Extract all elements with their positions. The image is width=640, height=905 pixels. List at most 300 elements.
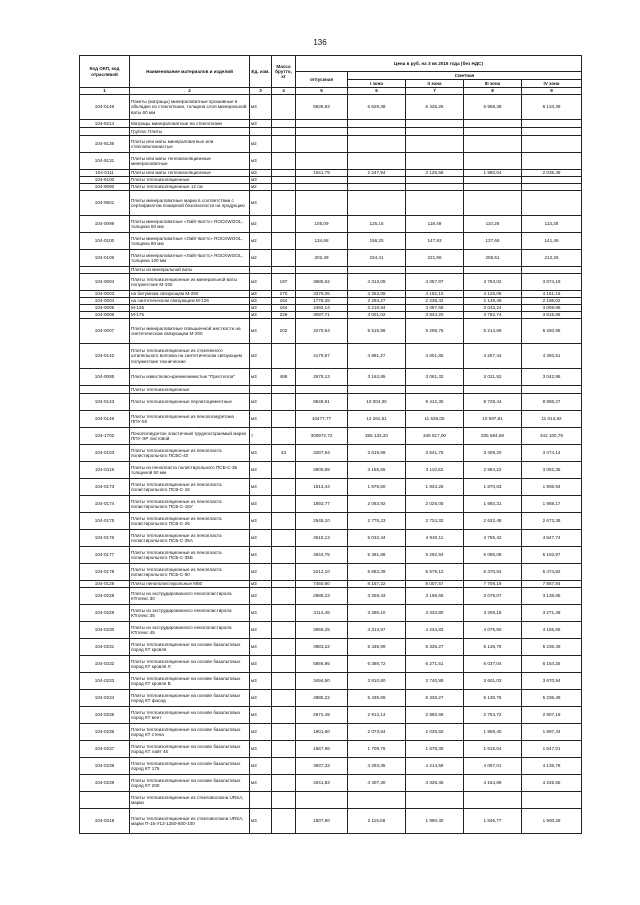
row-zone-3-price: 2 753,72	[464, 707, 522, 724]
row-mass	[272, 177, 296, 184]
row-name: Пенополиуретан эластичный трудносгораемый марки ППУ-ЭР листовой	[130, 428, 250, 445]
header-zone-2: II зона	[406, 80, 464, 88]
row-mass: 202	[272, 319, 296, 344]
row-mass	[272, 792, 296, 809]
row-mass	[272, 622, 296, 639]
row-zone-3-price: 3 763,02	[464, 274, 522, 291]
row-name: Плиты теплоизоляционные из пенопласта полистирольного ПСБ-С-50	[130, 564, 250, 581]
row-release-price: 1892,77	[296, 496, 348, 513]
row-code: 104-0239	[80, 775, 130, 792]
row-zone-3-price: 5 095,05	[464, 547, 522, 564]
row-code: 104-0085	[80, 369, 130, 386]
row-code: 104-0236	[80, 724, 130, 741]
row-zone-4-price: 5 193,97	[522, 547, 582, 564]
row-release-price: 2578,13	[296, 369, 348, 386]
row-unit: м3	[250, 394, 272, 411]
table-row	[80, 462, 582, 479]
row-unit: м2	[250, 233, 272, 250]
row-zone-2-price: 5 579,12	[406, 564, 464, 581]
row-zone-1-price: 355 133,20	[348, 428, 406, 445]
row-unit: м3	[250, 741, 272, 758]
row-mass: 486	[272, 369, 296, 386]
row-release-price: 2672,49	[296, 707, 348, 724]
row-release-price	[296, 153, 348, 170]
table-row	[80, 707, 582, 724]
row-name: Плиты теплоизоляционные из стекловолокна URSA, марки П-15-У12-1250-600-100	[130, 809, 250, 834]
row-release-price	[296, 184, 348, 191]
row-zone-4-price: 4 245,55	[522, 775, 582, 792]
row-zone-3-price: 1 959,40	[464, 724, 522, 741]
table-row	[80, 170, 582, 177]
row-zone-4-price: 1 900,29	[522, 809, 582, 834]
row-mass	[272, 707, 296, 724]
column-number: 7	[406, 88, 464, 95]
row-zone-3-price: 2 622,48	[464, 513, 522, 530]
row-zone-3-price: 4 057,01	[464, 758, 522, 775]
row-zone-4-price: 8 986,27	[522, 394, 582, 411]
row-zone-3-price: 3 409,20	[464, 445, 522, 462]
row-zone-3-price	[464, 153, 522, 170]
row-unit	[250, 792, 272, 809]
table-row	[80, 622, 582, 639]
table-row	[80, 191, 582, 216]
row-mass: 43	[272, 445, 296, 462]
row-release-price: 3685,62	[296, 274, 348, 291]
row-zone-3-price	[464, 386, 522, 394]
row-mass	[272, 479, 296, 496]
row-name: Плиты теплоизоляционные на основе базальтовых пород КТ кровля Л	[130, 656, 250, 673]
price-table-sheet	[79, 55, 581, 834]
row-zone-2-price: 4 940,11	[406, 530, 464, 547]
row-zone-3-price: 8 728,44	[464, 394, 522, 411]
row-release-price: 1901,60	[296, 724, 348, 741]
row-zone-1-price: 6 629,38	[348, 95, 406, 120]
row-unit: м3	[250, 775, 272, 792]
row-zone-4-price: 6 134,39	[522, 95, 582, 120]
row-zone-2-price: 3 333,80	[406, 605, 464, 622]
row-zone-3-price	[464, 120, 522, 128]
row-zone-3-price	[464, 191, 522, 216]
table-row	[80, 369, 582, 386]
row-zone-4-price	[522, 120, 582, 128]
row-zone-2-price: 8 007,57	[406, 581, 464, 588]
row-mass	[272, 758, 296, 775]
row-code: 104-0119	[80, 462, 130, 479]
row-release-price: 4985,22	[296, 690, 348, 707]
row-name: Плиты теплоизоляционные из стекловолокна URSA, марки	[130, 792, 250, 809]
row-zone-4-price: 3 271,48	[522, 605, 582, 622]
row-release-price: 4615,13	[296, 530, 348, 547]
row-release-price: 2545,10	[296, 513, 348, 530]
row-zone-4-price: 342 100,79	[522, 428, 582, 445]
row-zone-1-price: 4 313,09	[348, 274, 406, 291]
row-mass	[272, 233, 296, 250]
table-row	[80, 250, 582, 267]
row-unit: м3	[250, 369, 272, 386]
row-zone-2-price	[406, 191, 464, 216]
column-number: 4	[272, 88, 296, 95]
row-release-price: 2492,14	[296, 305, 348, 312]
row-name: Плиты теплоизоляционные	[130, 386, 250, 394]
row-zone-2-price: 3 844,20	[406, 312, 464, 319]
row-name: Плиты минераловатные «Лайт-Баттс» ROCKWOOL, толщина 50 мм	[130, 216, 250, 233]
row-zone-4-price: 2 673,38	[522, 513, 582, 530]
table-row	[80, 298, 582, 305]
row-mass	[272, 513, 296, 530]
row-zone-4-price: 3 474,14	[522, 445, 582, 462]
row-zone-1-price: 1 709,76	[348, 741, 406, 758]
row-unit: м3	[250, 274, 272, 291]
row-zone-1-price: 5 391,86	[348, 547, 406, 564]
row-mass	[272, 588, 296, 605]
row-unit	[250, 386, 272, 394]
row-unit	[250, 128, 272, 136]
row-zone-1-price	[348, 136, 406, 153]
row-name: Плиты теплоизоляционные на основе базальтовых пород КТ кровля	[130, 639, 250, 656]
table-row	[80, 564, 582, 581]
row-mass	[272, 656, 296, 673]
row-zone-4-price	[522, 177, 582, 184]
row-zone-1-price: 3 810,80	[348, 673, 406, 690]
row-unit: м3	[250, 622, 272, 639]
row-release-price	[296, 386, 348, 394]
row-name: Плиты теплоизоляционные на основе базальтовых пород КТ лайт 45	[130, 741, 250, 758]
row-mass: 164	[272, 305, 296, 312]
row-zone-1-price: 3 166,65	[348, 462, 406, 479]
row-zone-1-price: 1 978,60	[348, 479, 406, 496]
row-release-price: 4270,64	[296, 319, 348, 344]
row-code: 104-0099	[80, 216, 130, 233]
row-zone-1-price: 234,41	[348, 250, 406, 267]
table-row	[80, 479, 582, 496]
row-zone-3-price	[464, 267, 522, 274]
row-zone-2-price: 5 298,76	[406, 319, 464, 344]
row-zone-4-price: 1 647,01	[522, 741, 582, 758]
row-code: 104-0176	[80, 530, 130, 547]
row-zone-4-price: 7 857,84	[522, 581, 582, 588]
row-code	[80, 267, 130, 274]
row-mass	[272, 581, 296, 588]
row-name: Плиты из пенопласта полистирольного ПСБ-С-35 толщиной 50 мм	[130, 462, 250, 479]
row-zone-4-price: 3 052,35	[522, 462, 582, 479]
row-release-price: 5856,95	[296, 656, 348, 673]
row-zone-2-price: 4 234,83	[406, 622, 464, 639]
row-zone-1-price: 3 218,84	[348, 305, 406, 312]
row-unit: м3	[250, 673, 272, 690]
row-zone-2-price: 346 617,00	[406, 428, 464, 445]
row-zone-1-price: 3 396,10	[348, 605, 406, 622]
row-release-price: 134,68	[296, 233, 348, 250]
row-zone-4-price: 2 035,49	[522, 170, 582, 177]
row-code: 104-0005	[80, 305, 130, 312]
table-row	[80, 792, 582, 809]
row-release-price: 3937,33	[296, 758, 348, 775]
row-name: Пакеты (матрацы) минераловатные прошивные в обкладке из стеклоткани, толщина слоя минеральной ваты 60 мм	[130, 95, 250, 120]
row-mass	[272, 216, 296, 233]
row-release-price	[296, 120, 348, 128]
row-code: 104-0238	[80, 758, 130, 775]
row-zone-2-price: 4 057,87	[406, 274, 464, 291]
row-zone-2-price: 2 126,58	[406, 170, 464, 177]
row-zone-4-price: 5 260,96	[522, 319, 582, 344]
row-zone-2-price	[406, 792, 464, 809]
row-zone-2-price: 6 271,51	[406, 656, 464, 673]
table-row	[80, 394, 582, 411]
row-code: 104-0100	[80, 233, 130, 250]
header-zone-4: IV зона	[522, 80, 582, 88]
row-zone-1-price	[348, 120, 406, 128]
row-zone-1-price: 2 247,94	[348, 170, 406, 177]
row-code: 104-0143	[80, 394, 130, 411]
row-zone-2-price: 3 198,66	[406, 588, 464, 605]
row-zone-1-price	[348, 792, 406, 809]
row-zone-1-price: 5 515,96	[348, 319, 406, 344]
row-name: Плиты теплоизоляционные на основе базальтовых пород КТ стена	[130, 724, 250, 741]
row-name: Плиты минераловатные марки в соответствии с сертификатом пожарной безопасности на продукцию	[130, 191, 250, 216]
row-zone-3-price: 137,66	[464, 233, 522, 250]
row-mass	[272, 95, 296, 120]
row-name: Плиты пенополистирольные M50	[130, 581, 250, 588]
row-unit: м3	[250, 656, 272, 673]
row-code: 104-9214	[80, 120, 130, 128]
row-zone-2-price: 2 035,50	[406, 724, 464, 741]
row-code: 104-0237	[80, 741, 130, 758]
row-zone-2-price	[406, 120, 464, 128]
row-unit: м3	[250, 496, 272, 513]
row-release-price	[296, 792, 348, 809]
row-name: Плиты теплоизоляционные на основе базальтовых пород КТ вент	[130, 707, 250, 724]
row-unit: м3	[250, 707, 272, 724]
row-name: Плиты теплоизоляционные из пенопласта полистирольного ПСБ-С-35А	[130, 530, 250, 547]
table-row	[80, 312, 582, 319]
table-row	[80, 386, 582, 394]
row-name: Плиты теплоизоляционные из пенополиуретана ППУ-50	[130, 411, 250, 428]
row-name: Плиты теплоизоляционные перлитоцементные	[130, 394, 250, 411]
row-name: Плиты теплоизоляционные из пенопласта полистирольного ПСБ-С-25	[130, 513, 250, 530]
header-unit: Ед. изм.	[250, 56, 272, 88]
row-zone-3-price: 10 697,81	[464, 411, 522, 428]
row-zone-3-price: 206,51	[464, 250, 522, 267]
row-zone-1-price: 4 407,30	[348, 775, 406, 792]
row-zone-2-price: 3 541,76	[406, 445, 464, 462]
row-zone-2-price: 2 724,32	[406, 513, 464, 530]
row-code: 104-0007	[80, 319, 130, 344]
table-row	[80, 605, 582, 622]
row-zone-4-price: 4 161,16	[522, 291, 582, 298]
row-release-price: 1813,44	[296, 479, 348, 496]
row-release-price: 2805,89	[296, 462, 348, 479]
row-zone-2-price	[406, 386, 464, 394]
row-zone-2-price: 3 097,68	[406, 305, 464, 312]
row-unit: м3	[250, 690, 272, 707]
row-unit: м3	[250, 312, 272, 319]
table-row	[80, 690, 582, 707]
row-mass	[272, 530, 296, 547]
row-code: 104-0230	[80, 622, 130, 639]
row-mass	[272, 184, 296, 191]
row-name: Плиты минераловатные «Лайт-Баттс» ROCKWOOL, толщина 120 мм	[130, 250, 250, 267]
table-row	[80, 95, 582, 120]
row-code: 104-0235	[80, 707, 130, 724]
row-zone-4-price: 11 013,82	[522, 411, 582, 428]
column-numbers-row	[80, 88, 582, 95]
row-mass	[272, 809, 296, 834]
row-zone-4-price: 1 906,94	[522, 479, 582, 496]
row-zone-2-price: 3 061,32	[406, 369, 464, 386]
table-row	[80, 291, 582, 298]
row-zone-3-price: 1 870,63	[464, 479, 522, 496]
table-row	[80, 184, 582, 191]
row-mass: 229	[272, 312, 296, 319]
row-mass	[272, 153, 296, 170]
row-mass	[272, 136, 296, 153]
row-mass	[272, 411, 296, 428]
table-row	[80, 639, 582, 656]
row-zone-1-price: 3 619,89	[348, 445, 406, 462]
row-zone-4-price	[522, 267, 582, 274]
row-mass	[272, 775, 296, 792]
header-zone-3: III зона	[464, 80, 522, 88]
row-zone-4-price	[522, 136, 582, 153]
row-code: 104-0146	[80, 411, 130, 428]
row-release-price: 5212,10	[296, 564, 348, 581]
row-release-price: 3494,60	[296, 673, 348, 690]
row-unit: м3	[250, 547, 272, 564]
row-zone-1-price	[348, 191, 406, 216]
row-release-price: 7460,80	[296, 581, 348, 588]
row-release-price: 4944,75	[296, 547, 348, 564]
row-zone-2-price: 2 860,68	[406, 707, 464, 724]
row-release-price: 1567,98	[296, 741, 348, 758]
row-zone-4-price: 5 474,82	[522, 564, 582, 581]
row-release-price: 1778,28	[296, 298, 348, 305]
row-zone-2-price: 3 740,89	[406, 673, 464, 690]
row-release-price: 4983,22	[296, 639, 348, 656]
page-number: 136	[313, 38, 327, 47]
row-name: Плиты известково-кремнеземистые "Престелла"	[130, 369, 250, 386]
row-zone-4-price: 3 138,85	[522, 588, 582, 605]
row-zone-3-price: 1 980,64	[464, 170, 522, 177]
row-zone-4-price	[522, 184, 582, 191]
row-name: на битумном связующем М-250	[130, 291, 250, 298]
row-zone-1-price: 156,25	[348, 233, 406, 250]
row-zone-1-price: 3 162,85	[348, 369, 406, 386]
table-row	[80, 547, 582, 564]
row-zone-2-price: 3 110,52	[406, 462, 464, 479]
row-name: Плиты или маты теплоизоляционные	[130, 170, 250, 177]
row-unit: м3	[250, 605, 272, 622]
table-row	[80, 128, 582, 136]
row-code: 104-0233	[80, 673, 130, 690]
row-zone-1-price: 125,15	[348, 216, 406, 233]
row-unit: м3	[250, 462, 272, 479]
row-zone-3-price: 3 782,74	[464, 312, 522, 319]
row-code: 104-0142	[80, 344, 130, 369]
row-release-price: 4041,83	[296, 775, 348, 792]
row-zone-4-price: 3 069,89	[522, 305, 582, 312]
row-code: 104-9100	[80, 177, 130, 184]
table-row	[80, 513, 582, 530]
table-row	[80, 530, 582, 547]
row-zone-4-price: 3 815,86	[522, 312, 582, 319]
row-code: 104-9090	[80, 184, 130, 191]
row-zone-2-price: 5 292,94	[406, 547, 464, 564]
row-name: Плиты теплоизоляционные на основе базальтовых пород КТ кровля В	[130, 673, 250, 690]
row-zone-3-price: 4 076,50	[464, 622, 522, 639]
row-code: 104-0318	[80, 809, 130, 834]
row-mass	[272, 344, 296, 369]
row-code: 104-0146	[80, 95, 130, 120]
table-row	[80, 305, 582, 312]
row-mass	[272, 128, 296, 136]
row-name: М-125	[130, 305, 250, 312]
row-mass	[272, 120, 296, 128]
row-zone-1-price: 4 001,02	[348, 312, 406, 319]
row-mass	[272, 428, 296, 445]
header-name: Наименование материалов и изделий	[130, 56, 250, 88]
row-code: 104-0232	[80, 656, 130, 673]
row-mass	[272, 170, 296, 177]
table-row	[80, 656, 582, 673]
row-mass	[272, 191, 296, 216]
row-zone-4-price	[522, 792, 582, 809]
row-unit: м3	[250, 191, 272, 216]
row-mass	[272, 250, 296, 267]
row-zone-4-price: 5 236,49	[522, 639, 582, 656]
column-number: 6	[348, 88, 406, 95]
row-code: 104-0006	[80, 312, 130, 319]
header-code: Код ОКП, код отраслевой	[80, 56, 130, 88]
row-zone-1-price: 5 683,39	[348, 564, 406, 581]
row-unit: м3	[250, 479, 272, 496]
row-release-price: 105,09	[296, 216, 348, 233]
row-name: Плиты теплоизоляционные на основе базальтовых пород КТ 175	[130, 758, 250, 775]
row-mass	[272, 741, 296, 758]
row-unit: м2	[250, 136, 272, 153]
table-row	[80, 233, 582, 250]
row-unit: м3	[250, 564, 272, 581]
row-zone-3-price	[464, 792, 522, 809]
row-zone-3-price: 5 136,76	[464, 690, 522, 707]
table-row	[80, 153, 582, 170]
row-code: 104-0228	[80, 588, 130, 605]
table-body	[80, 95, 582, 834]
row-zone-1-price: 2 294,27	[348, 298, 406, 305]
row-unit: м2	[250, 216, 272, 233]
row-zone-1-price: 10 004,30	[348, 394, 406, 411]
row-zone-2-price	[406, 136, 464, 153]
table-row	[80, 216, 582, 233]
row-zone-4-price: 141,49	[522, 233, 582, 250]
row-zone-2-price	[406, 153, 464, 170]
row-zone-2-price: 1 943,28	[406, 479, 464, 496]
row-code	[80, 792, 130, 809]
column-number: 9	[522, 88, 582, 95]
table-row	[80, 344, 582, 369]
row-zone-3-price: 3 021,52	[464, 369, 522, 386]
table-row	[80, 319, 582, 344]
row-name: на синтетическом связующем М-125	[130, 298, 250, 305]
row-zone-1-price	[348, 267, 406, 274]
row-zone-1-price: 2 775,23	[348, 513, 406, 530]
row-unit: м3	[250, 291, 272, 298]
row-mass	[272, 564, 296, 581]
row-code: 104-0177	[80, 547, 130, 564]
row-code: 104-0128	[80, 581, 130, 588]
row-name: Плиты из экструдированного пенополистирола КТплекс 45	[130, 622, 250, 639]
row-zone-1-price: 4 293,35	[348, 758, 406, 775]
table-row	[80, 267, 582, 274]
